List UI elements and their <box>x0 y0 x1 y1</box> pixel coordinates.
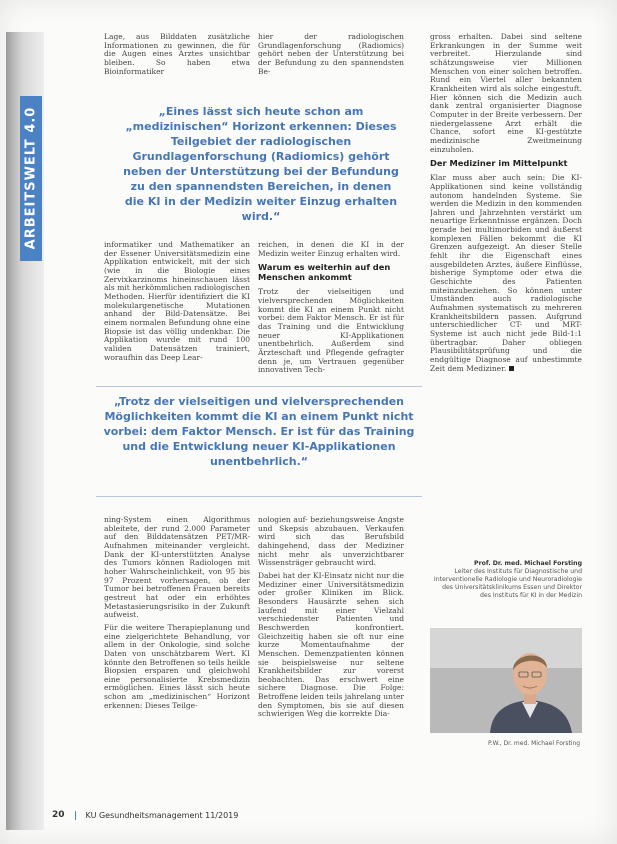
paragraph: informatiker und Mathematiker an der Essener Universitätsmedizin eine Applikation entwickelt, mit der sich (wie in die Biologie eines Zervixkarzinoms hineinschauen lässt als mit herkömmlichen radiologischen Methoden. Hierfür identifiziert die KI molekulargenetische Mutationen anhand der Bild-Datensätze. Bei einem normalen Befundung ohne eine Biopsie ist das völlig undenkbar. Die Applikation wurde mit rund 100 validen Datensätzen trainiert, woraufhin das Deep Lear- <box>104 241 250 362</box>
portrait-illustration <box>430 628 582 733</box>
top-column-2 <box>258 33 404 81</box>
top-column-1 <box>104 33 250 81</box>
paragraph-text: Klar muss aber auch sein: Die KI-Applikationen sind keine vollständig autonom handelnden Systeme. Sie werden die Medizin in den kommenden Jahren und Jahrzehnten verstärkt um neuartige Erkenntnisse ergänzen. Doch gerade bei multimorbiden und äußerst komplexen Fällen bekommt die KI Grenzen aufgezeigt. An dieser Stelle fehlt ihr die Eigenschaft eines ausgebildeten Arztes, äußere Einflüsse, bisherige Symptome oder etwa die Geschichte des Patienten miteinzubeziehen. So können unter Umständen auch radiologische Aufnahmen systematisch zu mehreren Krankheitsbildern passen. Aufgrund unterschiedlicher CT- und MRT-Systeme ist auch nicht jede Bild-1:1 übertragbar. Daher obliegen Plausibilitätsprüfung und die endgültige Diagnose auf unbestimmte Zeit dem Mediziner. <box>430 173 582 373</box>
paragraph: hier der radiologischen Grundlagenforschung (Radiomics) gehört neben der Unterstützung bei der Befundung zu den spannendsten Be- <box>258 33 404 76</box>
journal-title: KU Gesundheitsmanagement 11/2019 <box>85 810 239 820</box>
section-label: ARBEITSWELT 4.0 <box>23 106 39 250</box>
paragraph: Lage, aus Bilddaten zusätzliche Informationen zu gewinnen, die für die Augen eines Arztes unsichtbar bleiben. So haben etwa Bioinformatiker <box>104 33 250 76</box>
section-heading: Warum es weiterhin auf den Menschen ankommt <box>258 262 391 283</box>
mid-column-2 <box>258 241 404 377</box>
quote-rule-bottom <box>96 496 422 497</box>
paragraph: Für die weitere Therapieplanung und eine zielgerichtete Behandlung, vor allem in der Onkologie, sind solche Daten von unschätzbarem Wert. KI könnte den Betroffenen so teils heikle Biopsien ersparen und gleichwohl eine personalisierte Krebsmedizin ermöglichen. Eines lässt sich heute schon am „medizinischen“ Horizont erkennen: Dieses Teilge- <box>104 622 250 710</box>
mid-column-1 <box>104 241 250 377</box>
paragraph: gross erhalten. Dabei sind seltene Erkrankungen in der Summe weit verbreitet. Hierzulande sind schätzungsweise vier Millionen Menschen von einer solchen betroffen. Rund ein Viertel aller bekannten Krankheiten wird als solche eingestuft. Hier können sich die Medizin auch dank zentral organisierter Diagnose Computer in der Breite verbessern. Der niedergelassene Arzt erhält die Chance, sofort eine KI-gestützte medizinische Zweitmeinung einzuholen. <box>430 33 582 154</box>
paragraph <box>430 174 582 373</box>
footer-divider <box>75 811 76 820</box>
pull-quote-2: „Trotz der vielseitigen und vielversprechenden Möglichkeiten kommt die KI an einem Punkt nicht vorbei: dem Faktor Mensch. Er ist für das Training und die Entwicklung neuer KI-Applikationen unentbehrlich.“ <box>103 395 415 468</box>
paragraph: Trotz der vielseitigen und vielversprechenden Möglichkeiten kommt die KI an einem Punkt nicht vorbei: dem Faktor Mensch. Er ist für das Training und die Entwicklung neuer KI-Applikationen unentbehrlich. Außerdem sind Ärzteschaft und Pflegende gefragter denn je, um Vertrauen gegenüber innovativen Tech- <box>258 287 404 375</box>
bottom-column-2 <box>258 516 404 800</box>
section-heading: Der Mediziner im Mittelpunkt <box>430 158 568 169</box>
page-number: 20 <box>52 810 65 820</box>
author-photo <box>430 628 582 733</box>
paragraph: Dabei hat der KI-Einsatz nicht nur die Mediziner einer Universitätsmedizin oder großer Kliniken im Blick. Besonders Hausärzte sehen sich laufend mit einer Vielzahl verschiedenster Patienten und Beschwerden konfrontiert. Gleichzeitig haben sie oft nur eine kurze Momentaufnahme der Menschen. Demenzpatienten können sie beispielsweise nur seltene Krankheitsbilder zur vorerst beobachten. Das erschwert eine sichere Diagnose. Die Folge: Betroffene leiden teils jahrelang unter den Symptomen, bis sie auf diesen schwierigen Weg die korrekte Dia- <box>258 570 404 719</box>
right-column <box>430 33 582 511</box>
paragraph: nologien auf- beziehungsweise Ängste und Skepsis abzubauen. Verkaufen wird sich das Berufsbild dahingehend, dass der Mediziner nicht mehr als unverzichtbarer Wissensträger gebraucht wird. <box>258 516 404 568</box>
pull-quote-1: „Eines lässt sich heute schon am „medizinischen“ Horizont erkennen: Dieses Teilgebiet der radiologischen Grundlagenforschung (Radiomics) gehört neben der Unterstützung bei der Befundung zu den spannendsten Bereichen, in denen die KI in der Medizin weiter Einzug erhalten wird.“ <box>123 105 399 223</box>
quote-rule-top <box>96 386 422 387</box>
bottom-column-1 <box>104 516 250 800</box>
photo-caption: P.W., Dr. med. Michael Forsting <box>488 740 581 747</box>
paragraph: reichen, in denen die KI in der Medizin weiter Einzug erhalten wird. <box>258 241 404 258</box>
end-mark <box>509 366 514 371</box>
page-footer <box>52 810 238 820</box>
author-role: Leiter des Instituts für Diagnostische und Interventionelle Radiologie und Neuroradiologie des Universitätsklinikums Essen und Direktor des Instituts für KI in der Medizin <box>433 568 582 599</box>
author-name: Prof. Dr. med. Michael Forsting <box>474 560 582 567</box>
author-caption <box>430 560 582 600</box>
paragraph: ning-System einen Algorithmus ableitete, der rund 2.000 Parameter auf den Bilddatensätzen PET/MR-Aufnahmen miteinander vergleicht. Dank der KI-unterstützten Analyse des Tumors können Radiologen mit hoher Wahrscheinlichkeit, von 95 bis 97 Prozent vorhersagen, ob der Tumor bei betroffenen Frauen bereits gestreut hat oder ein erhöhtes Metastasierungsrisiko in der Zukunft aufweist. <box>104 516 250 620</box>
